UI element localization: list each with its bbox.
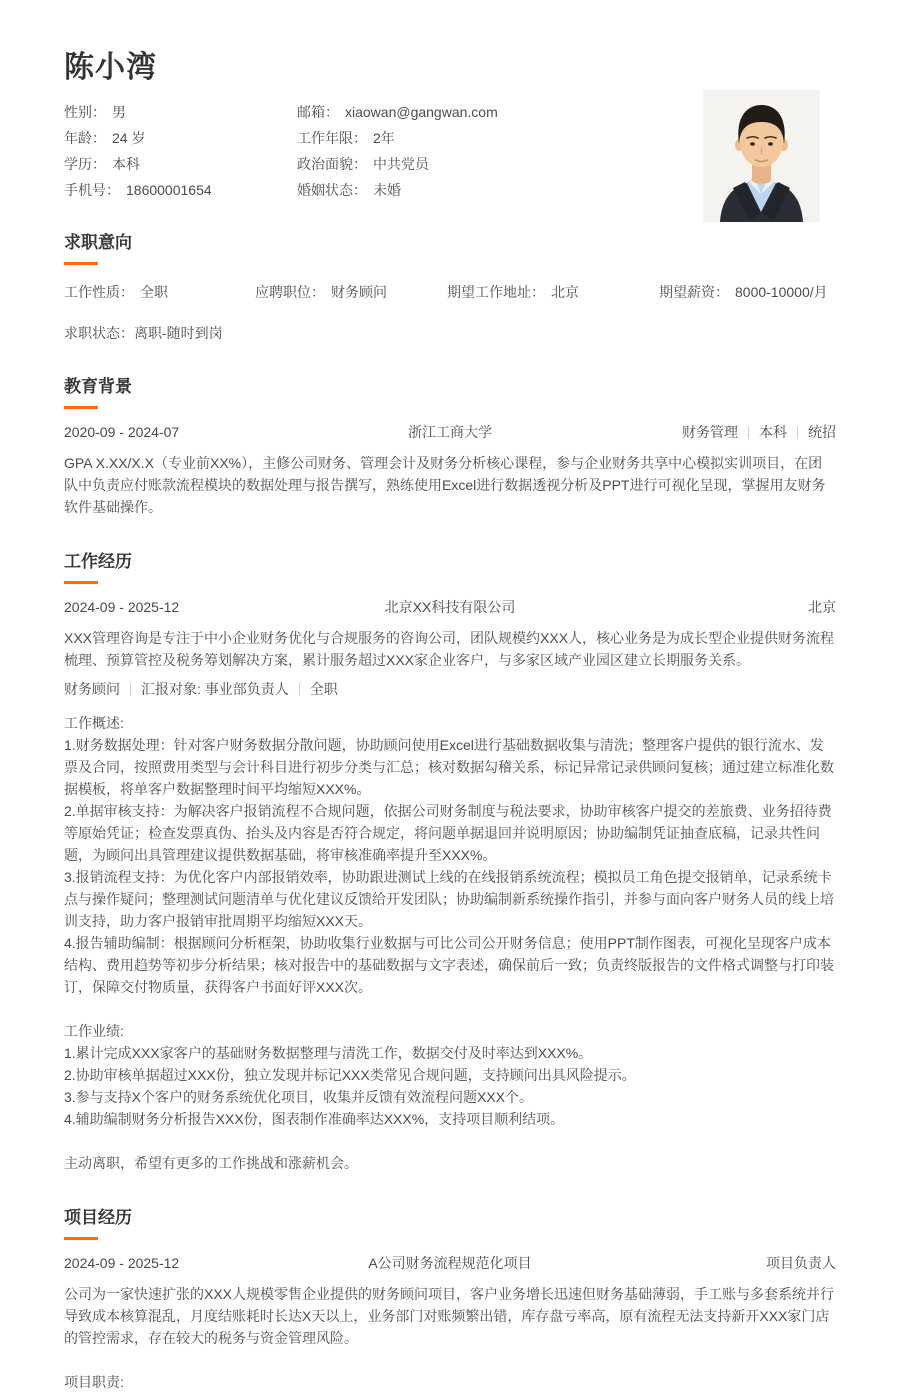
work-overview-block: [64, 712, 836, 998]
info-marital-status: 婚姻状态： 未婚: [297, 182, 401, 198]
work-employment-type: 全职: [309, 681, 338, 697]
work-period: 2024-09 - 2025-12: [64, 599, 180, 615]
intention-fields-row: [64, 283, 836, 302]
leave-note-block: [64, 1152, 836, 1174]
profile-photo: [703, 90, 820, 222]
work-achievements-block: [64, 1020, 836, 1130]
info-gender: 性别： 男: [64, 104, 126, 120]
section-job-intention: [64, 232, 836, 343]
education-major: 财务管理: [682, 424, 738, 440]
education-degree: 本科: [759, 424, 787, 440]
accent-bar: [64, 262, 98, 265]
education-description: GPA X.XX/X.X（专业前XX%），主修公司财务、管理会计及财务分析核心课程，参与企业财务共享中心模拟实训项目，在团队中负责应付账款流程模块的数据处理与报告撰写，熟练使用Excel进行数据透视分析及PPT进行可视化呈现，掌握用友财务软件基础操作。: [64, 455, 826, 515]
divider: [797, 426, 798, 439]
project-name: A公司财务流程规范化项目: [368, 1255, 532, 1271]
resume-page: [0, 42, 900, 1390]
work-achievement-item: 3.参与支持X个客户的财务系统优化项目，收集并反馈有效流程问题XXX个。: [64, 1089, 534, 1105]
work-overview-item: 4.报告辅助编制：根据顾问分析框架，协助收集行业数据与可比公司公开财务信息；使用PPT制作图表，可视化呈现客户成本结构、费用趋势等初步分析结果；核对报告中的基础数据与文字表述，确保前后一致；负责终版报告的文件格式调整与打印装订，保障交付物质量，获得客户书面好评XXX次。: [64, 935, 834, 995]
info-political-status: 政治面貌： 中共党员: [297, 156, 429, 172]
info-degree: 学历： 本科: [64, 156, 140, 172]
accent-bar: [64, 1237, 98, 1240]
education-school: 浙江工商大学: [408, 424, 492, 440]
education-tags: [616, 423, 836, 442]
profile-photo-illustration: [703, 90, 820, 222]
info-email: 邮箱： xiaowan@gangwan.com: [297, 104, 498, 120]
section-title: 教育背景: [64, 377, 132, 396]
work-achievement-item: 1.累计完成XXX家客户的基础财务数据整理与清洗工作，数据交付及时率达到XXX%。: [64, 1045, 593, 1061]
project-description: 公司为一家快速扩张的XXX人规模零售企业提供的财务顾问项目，客户业务增长迅速但财务基础薄弱，手工账与多套系统并行导致成本核算混乱，月度结账耗时长达X天以上，业务部门对账频繁出错，库存盘亏率高，原有流程无法支持新开XXX家门店的管控需求，存在较大的税务与资金管理风险。: [64, 1286, 835, 1346]
project-duty-label: 项目职责:: [64, 1374, 124, 1390]
work-meta-row: [64, 598, 836, 617]
project-period: 2024-09 - 2025-12: [64, 1255, 180, 1271]
field-target-position: 应聘职位： 财务顾问: [255, 284, 387, 300]
work-location: 北京: [808, 599, 836, 615]
leave-note: 主动离职，希望有更多的工作挑战和涨薪机会。: [64, 1155, 358, 1171]
section-project-experience: [64, 1207, 836, 1393]
field-job-type: 工作性质： 全职: [64, 284, 168, 300]
work-achievement-item: 2.协助审核单据超过XXX份，独立发现并标记XXX类常见合规问题，支持顾问出具风险提示。: [64, 1067, 636, 1083]
accent-bar: [64, 581, 98, 584]
work-achievements-label: 工作业绩:: [64, 1023, 124, 1039]
project-duty-block: [64, 1371, 836, 1393]
divider: [130, 683, 131, 696]
work-company: 北京XX科技有限公司: [384, 599, 516, 615]
work-report-to: 汇报对象: 事业部负责人: [141, 681, 289, 697]
accent-bar: [64, 406, 98, 409]
field-job-status: 求职状态：离职-随时到岗: [64, 325, 223, 341]
work-overview-item: 2.单据审核支持：为解决客户报销流程不合规问题，依据公司财务制度与税法要求，协助审核客户提交的差旅费、业务招待费等原始凭证；检查发票真伪、抬头及内容是否符合规定，将问题单据退回并说明原因；协助编制凭证抽查底稿，记录共性问题，为顾问出具管理建议提供数据基础，将审核准确率提升至XXX%。: [64, 803, 832, 863]
work-role: 财务顾问: [64, 681, 120, 697]
section-education: [64, 376, 836, 518]
section-title: 项目经历: [64, 1208, 132, 1227]
info-age: 年龄： 24 岁: [64, 130, 146, 146]
info-work-years: 工作年限： 2年: [297, 130, 395, 146]
education-enrollment-type: 统招: [808, 424, 836, 440]
section-work-experience: [64, 551, 836, 1174]
divider: [299, 683, 300, 696]
section-title: 求职意向: [64, 233, 132, 252]
project-meta-row: [64, 1254, 836, 1273]
field-expected-salary: 期望薪资： 8000-10000/月: [659, 284, 828, 300]
work-overview-item: 3.报销流程支持：为优化客户内部报销效率，协助跟进测试上线的在线报销系统流程；模拟员工角色提交报销单，记录系统卡点与操作疑问；整理测试问题清单与优化建议反馈给开发团队；协助编制新系统操作指引，并参与面向客户财务人员的线上培训支持，助力客户报销审批周期平均缩短XXX天。: [64, 869, 834, 929]
work-role-row: [64, 680, 836, 699]
work-overview-item: 1.财务数据处理：针对客户财务数据分散问题，协助顾问使用Excel进行基础数据收集与清洗；整理客户提供的银行流水、发票及合同，按照费用类型与会计科目进行初步分类与汇总；核对数据勾稽关系，标记异常记录供顾问复核；通过建立标准化数据模板，将单客户数据整理时间平均缩短XXX%。: [64, 737, 834, 797]
info-phone: 手机号： 18600001654: [64, 182, 212, 198]
divider: [748, 426, 749, 439]
education-meta-row: [64, 423, 836, 442]
company-intro: XXX管理咨询是专注于中小企业财务优化与合规服务的咨询公司，团队规模约XXX人，核心业务是为成长型企业提供财务流程梳理、预算管控及税务筹划解决方案，累计服务超过XXX家企业客户，与多家区域产业园区建立长期服务关系。: [64, 630, 835, 668]
candidate-name: 陈小湾: [64, 51, 157, 84]
work-overview-label: 工作概述:: [64, 715, 124, 731]
work-achievement-item: 4.辅助编制财务分析报告XXX份，图表制作准确率达XXX%，支持项目顺利结项。: [64, 1111, 565, 1127]
field-target-location: 期望工作地址： 北京: [447, 284, 579, 300]
project-role: 项目负责人: [766, 1255, 836, 1271]
section-title: 工作经历: [64, 552, 132, 571]
education-period: 2020-09 - 2024-07: [64, 424, 180, 440]
